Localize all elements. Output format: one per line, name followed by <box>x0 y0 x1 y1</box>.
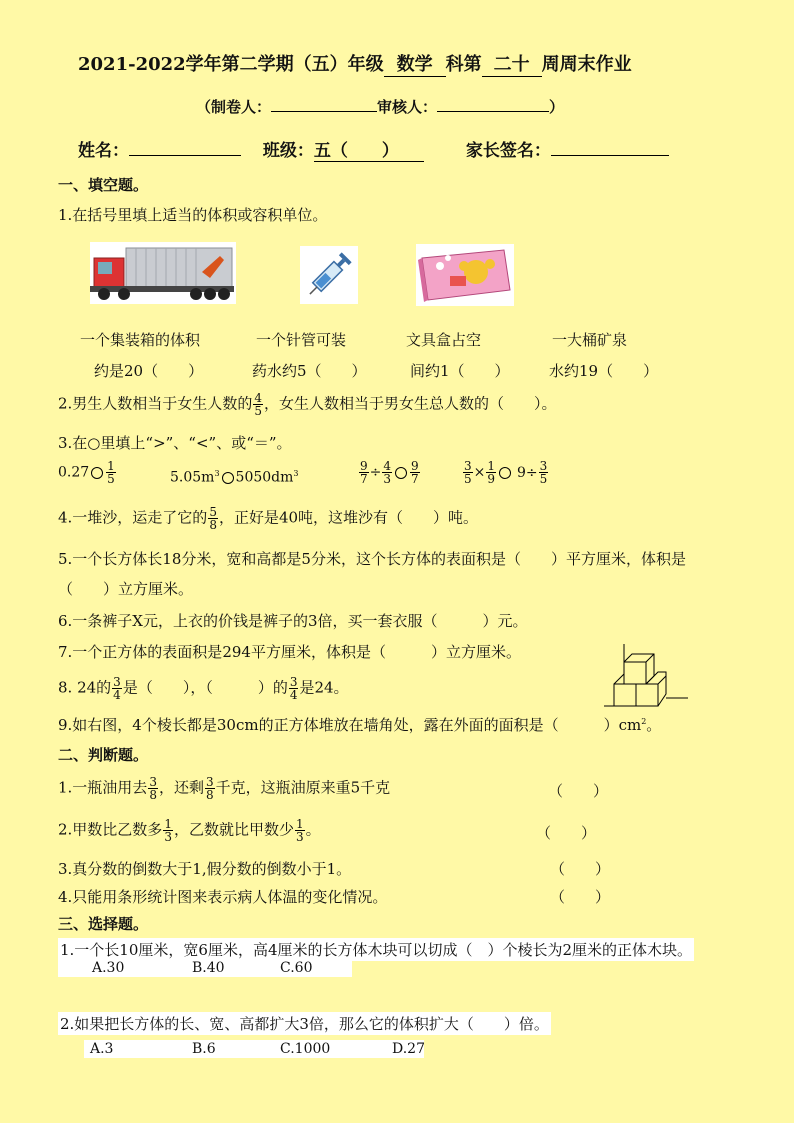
choice-1-options <box>58 959 352 977</box>
judge-1-answer[interactable]: （ ） <box>548 782 609 800</box>
compare-item-2: $5.05m^3$ $5050dm^3$ <box>170 469 299 486</box>
section-heading-choice: 三、选择题。 <box>58 915 149 933</box>
choice-2: 2.如果把长方体的长、宽、高都扩大3倍，那么它的体积扩大（ ）倍。 <box>58 1012 551 1035</box>
choice-2-option-d[interactable]: D.27 <box>392 1041 425 1057</box>
choice-2-option-c[interactable]: C.1000 <box>280 1041 331 1057</box>
maker-reviewer-line: （制卷人： 审核人： ） <box>196 95 564 117</box>
caption-2-line2: 药水约5（ ） <box>252 362 367 380</box>
name-field[interactable] <box>129 137 241 156</box>
question-7: 7.一个正方体的表面积是294平方厘米，体积是（ ）立方厘米。 <box>58 643 521 661</box>
choice-1-option-a[interactable]: A.30 <box>92 960 125 976</box>
compare-item-4: $\frac{3}{5}$ × $\frac{1}{9}$ 9÷ $\frac{3}{5}$ <box>464 459 548 486</box>
compare-circle[interactable] <box>222 472 234 484</box>
choice-1-option-c[interactable]: C.60 <box>280 960 313 976</box>
judge-2: 2.甲数比乙数多 $\frac{1}{3}$ ，乙数就比甲数少 $\frac{1}{3}$ 。 <box>58 817 321 844</box>
judge-3-answer[interactable]: （ ） <box>550 860 611 878</box>
question-4: 4.一堆沙，运走了它的 $\frac{5}{8}$ ，正好是40吨，这堆沙有（ ）吨。 <box>58 505 479 532</box>
caption-4-line1: 一大桶矿泉 <box>552 331 628 349</box>
caption-3-line1: 文具盒占空 <box>406 331 482 349</box>
compare-item-3: $\frac{9}{7}$ ÷ $\frac{4}{3}$ $\frac{9}{7}$ <box>360 459 419 486</box>
student-info-line: 姓名： 班级：五（ ） 家长签名： <box>78 136 669 162</box>
section-heading-fill: 一、填空题。 <box>58 176 149 194</box>
caption-4-line2: 水约19（ ） <box>549 362 659 380</box>
reviewer-field[interactable] <box>437 95 549 112</box>
judge-2-answer[interactable]: （ ） <box>536 824 597 842</box>
question-5-line2: （ ）立方厘米。 <box>58 580 194 598</box>
compare-circle[interactable] <box>395 467 407 479</box>
container-truck-image <box>90 242 236 304</box>
section-heading-judge: 二、判断题。 <box>58 746 149 764</box>
choice-2-option-a[interactable]: A.3 <box>90 1041 114 1057</box>
choice-2-options <box>84 1040 424 1058</box>
compare-circle[interactable] <box>91 467 103 479</box>
judge-4-answer[interactable]: （ ） <box>550 888 611 906</box>
judge-3: 3.真分数的倒数大于1,假分数的倒数小于1。 <box>58 860 352 878</box>
pencil-case-image <box>416 244 514 306</box>
question-6: 6.一条裤子X元，上衣的价钱是裤子的3倍，买一套衣服（ ）元。 <box>58 612 528 630</box>
choice-1-option-b[interactable]: B.40 <box>192 960 225 976</box>
maker-field[interactable] <box>271 95 377 112</box>
caption-1-line1: 一个集装箱的体积 <box>80 331 201 349</box>
question-8: 8. 24的 $\frac{3}{4}$ 是（ ），（ ）的 $\frac{3}{4}$ 是24。 <box>58 675 349 702</box>
caption-3-line2: 间约1（ ） <box>410 362 510 380</box>
question-5-line1: 5.一个长方体长18分米，宽和高都是5分米，这个长方体的表面积是（ ）平方厘米，体积是 <box>58 550 686 568</box>
question-3: 3.在○里填上“>”、“<”、或“＝”。 <box>58 434 292 452</box>
compare-circle[interactable] <box>499 467 511 479</box>
caption-1-line2: 约是20（ ） <box>94 362 204 380</box>
parent-signature-field[interactable] <box>551 137 669 156</box>
question-1: 1.在括号里填上适当的体积或容积单位。 <box>58 206 328 224</box>
choice-1: 1.一个长10厘米，宽6厘米，高4厘米的长方体木块可以切成（ ）个棱长为2厘米的正体木块。 <box>58 938 694 961</box>
page-title: 2021-2022学年第二学期（五）年级 数学 科第 二十 周周末作业 <box>78 50 632 77</box>
class-field[interactable]: 五（ ） <box>314 136 424 162</box>
fraction-4-5: $\frac{4}{5}$ <box>254 391 262 418</box>
syringe-image <box>300 246 358 304</box>
compare-item-1: 0.27 $\frac{1}{5}$ <box>58 459 115 486</box>
judge-1: 1.一瓶油用去 $\frac{3}{8}$ ，还剩 $\frac{3}{8}$ 千克，这瓶油原来重5千克 <box>58 775 391 802</box>
choice-2-option-b[interactable]: B.6 <box>192 1041 216 1057</box>
question-9: 9.如右图，4个棱长都是30cm的正方体堆放在墙角处，露在外面的面积是（ ）$cm^2$。 <box>58 716 662 734</box>
caption-2-line1: 一个针管可装 <box>256 331 347 349</box>
judge-4: 4.只能用条形统计图来表示病人体温的变化情况。 <box>58 888 388 906</box>
question-2: 2.男生人数相当于女生人数的 $\frac{4}{5}$ ，女生人数相当于男女生总人数的（ ）。 <box>58 391 557 418</box>
